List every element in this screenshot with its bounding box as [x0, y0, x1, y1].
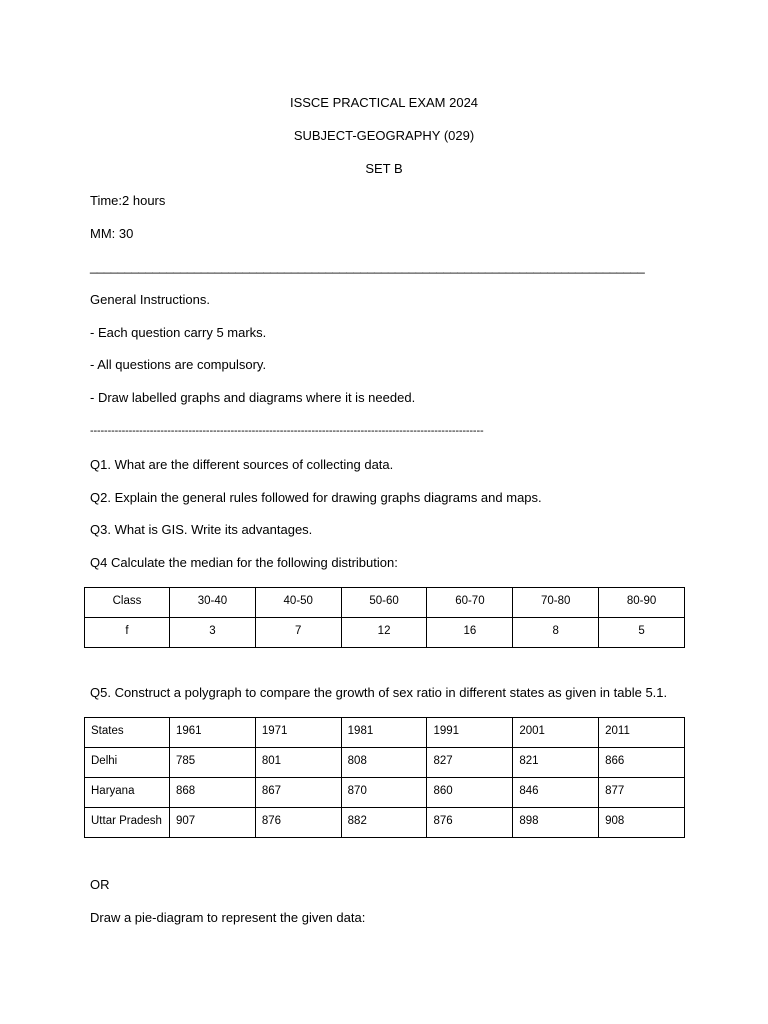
table-row — [85, 718, 685, 748]
table-cell: 1981 — [341, 718, 427, 748]
table-cell: 808 — [341, 748, 427, 778]
pie-diagram-question: Draw a pie-diagram to represent the given data: — [90, 910, 366, 925]
table-cell: 5 — [599, 618, 685, 648]
exam-max-marks: MM: 30 — [90, 226, 134, 241]
question-3: Q3. What is GIS. Write its advantages. — [90, 522, 313, 537]
question-4: Q4 Calculate the median for the following distribution: — [90, 555, 398, 570]
table-cell: 867 — [255, 778, 341, 808]
table-row — [85, 748, 685, 778]
table-cell: 50-60 — [341, 588, 427, 618]
exam-subject: SUBJECT-GEOGRAPHY (029) — [293, 128, 475, 143]
table-cell: 907 — [170, 808, 256, 838]
table-cell: 801 — [255, 748, 341, 778]
table-cell: 1971 — [255, 718, 341, 748]
table-cell: Delhi — [85, 748, 170, 778]
table-cell: 1991 — [427, 718, 513, 748]
table-cell: 870 — [341, 778, 427, 808]
table-cell: 876 — [255, 808, 341, 838]
table-cell: 16 — [427, 618, 513, 648]
table-cell: 2011 — [599, 718, 685, 748]
question-2: Q2. Explain the general rules followed for drawing graphs diagrams and maps. — [90, 490, 542, 505]
table-cell: f — [85, 618, 170, 648]
sex-ratio-table — [84, 717, 685, 838]
table-row — [85, 778, 685, 808]
table-cell: 877 — [599, 778, 685, 808]
table-cell: 866 — [599, 748, 685, 778]
table-cell: 8 — [513, 618, 599, 648]
table-cell: 821 — [513, 748, 599, 778]
table-cell: 876 — [427, 808, 513, 838]
or-separator: OR — [90, 877, 110, 892]
exam-set: SET B — [365, 161, 403, 176]
table-row — [85, 618, 685, 648]
table-cell: States — [85, 718, 170, 748]
table-cell: 860 — [427, 778, 513, 808]
exam-time: Time:2 hours — [90, 193, 166, 208]
question-5: Q5. Construct a polygraph to compare the growth of sex ratio in different states as given in table 5.1. — [90, 685, 668, 700]
table-cell: 908 — [599, 808, 685, 838]
table-cell: 898 — [513, 808, 599, 838]
table-cell: 2001 — [513, 718, 599, 748]
table-cell: Haryana — [85, 778, 170, 808]
table-row — [85, 808, 685, 838]
table-cell: 785 — [170, 748, 256, 778]
table-cell: 12 — [341, 618, 427, 648]
exam-title: ISSCE PRACTICAL EXAM 2024 — [289, 95, 479, 110]
table-cell: Class — [85, 588, 170, 618]
table-cell: 868 — [170, 778, 256, 808]
median-table — [84, 587, 685, 648]
table-cell: 70-80 — [513, 588, 599, 618]
table-cell: 846 — [513, 778, 599, 808]
dash-rule: ---------------------------------------------------------------------------------------------------------------- — [90, 425, 484, 437]
table-cell: 882 — [341, 808, 427, 838]
question-1: Q1. What are the different sources of collecting data. — [90, 457, 394, 472]
table-cell: 3 — [170, 618, 256, 648]
instruction-item: - All questions are compulsory. — [90, 357, 267, 372]
instructions-heading: General Instructions. — [90, 292, 210, 307]
table-cell: 827 — [427, 748, 513, 778]
table-cell: 60-70 — [427, 588, 513, 618]
instruction-item: - Draw labelled graphs and diagrams where it is needed. — [90, 390, 416, 405]
table-cell: 40-50 — [255, 588, 341, 618]
table-cell: 7 — [255, 618, 341, 648]
table-row — [85, 588, 685, 618]
instruction-item: - Each question carry 5 marks. — [90, 325, 267, 340]
table-cell: 30-40 — [170, 588, 256, 618]
table-cell: Uttar Pradesh — [85, 808, 170, 838]
table-cell: 1961 — [170, 718, 256, 748]
underscore-rule: ________________________________________________________________________________ — [90, 259, 645, 274]
table-cell: 80-90 — [599, 588, 685, 618]
